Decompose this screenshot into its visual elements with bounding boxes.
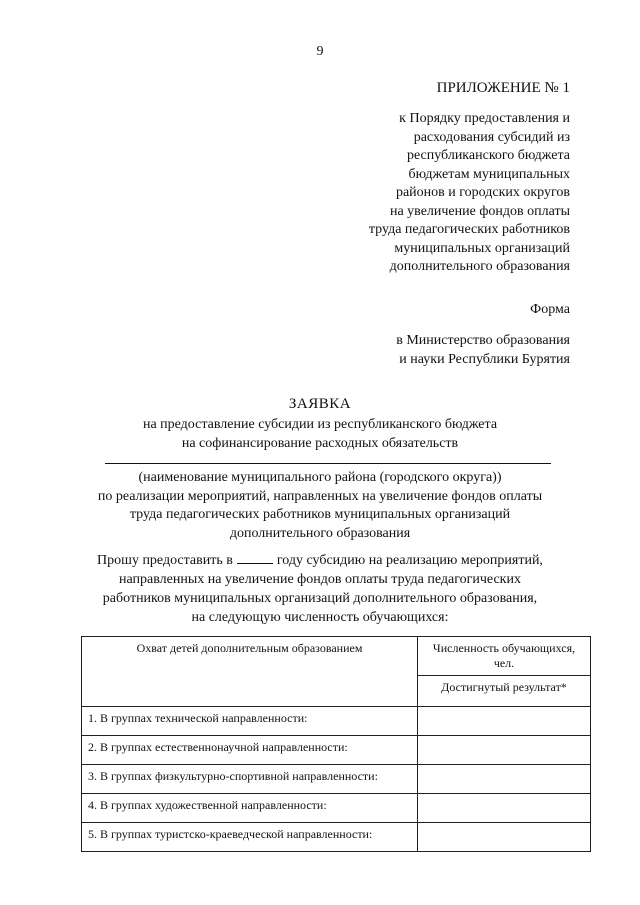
subtitle-line: на софинансирование расходных обязательств [181, 435, 459, 451]
request-text-before: Прошу предоставить в [97, 553, 233, 568]
order-line: бюджетам муниципальных [408, 166, 570, 182]
document-subtitle [0, 416, 640, 453]
request-line: направленных на увеличение фондов оплаты труда педагогических [119, 572, 521, 587]
enrollment-table [81, 636, 591, 852]
request-line: на следующую численность обучающихся: [191, 610, 449, 625]
year-blank[interactable] [237, 551, 273, 564]
addressee-line: и науки Республики Бурятия [399, 352, 570, 367]
row-value-cell[interactable] [418, 794, 591, 823]
table-subheader-result: Достигнутый результат* [418, 676, 591, 707]
row-label: 5. В группах туристско-краеведческой направленности: [82, 823, 418, 852]
order-line: дополнительного образования [389, 259, 570, 274]
order-line: к Порядку предоставления и [399, 111, 570, 126]
request-line: работников муниципальных организаций дополнительного образования, [102, 591, 538, 606]
subtitle-line: на предоставление субсидии из республиканского бюджета [142, 417, 498, 432]
form-label: Форма [530, 302, 570, 317]
purpose-line: труда педагогических работников муниципальных организаций [129, 507, 511, 522]
order-line: расходования субсидий из [413, 129, 570, 145]
table-row [82, 823, 591, 852]
row-value-cell[interactable] [418, 765, 591, 794]
addressee [396, 331, 570, 369]
request-line-1 [0, 551, 640, 570]
table-row [82, 794, 591, 823]
order-line: муниципальных организаций [394, 240, 570, 256]
order-line: республиканского бюджета [406, 148, 570, 163]
row-label: 3. В группах физкультурно-спортивной направленности: [82, 765, 418, 794]
order-line: районов и городских округов [395, 185, 570, 200]
order-line: на увеличение фондов оплаты [389, 203, 570, 219]
municipality-block [0, 469, 640, 543]
order-reference [310, 110, 570, 277]
request-text-after: году субсидию на реализацию мероприятий, [276, 553, 543, 568]
page-number: 9 [316, 44, 324, 59]
table-header-count: Численность обучающихся, чел. [418, 637, 591, 676]
table-row [82, 765, 591, 794]
purpose-line: по реализации мероприятий, направленных на увеличение фондов оплаты [97, 488, 543, 504]
row-value-cell[interactable] [418, 823, 591, 852]
table-row [82, 736, 591, 765]
purpose-line: дополнительного образования [229, 525, 411, 541]
row-label: 4. В группах художественной направленности: [82, 794, 418, 823]
row-label: 2. В группах естественнонаучной направленности: [82, 736, 418, 765]
row-value-cell[interactable] [418, 707, 591, 736]
order-line: труда педагогических работников [368, 222, 570, 237]
table-row [82, 707, 591, 736]
municipality-blank-line[interactable] [105, 463, 551, 464]
appendix-title: ПРИЛОЖЕНИЕ № 1 [436, 80, 570, 96]
addressee-line: в Министерство образования [396, 333, 570, 348]
table-header-coverage: Охват детей дополнительным образованием [82, 637, 418, 707]
request-paragraph [0, 551, 640, 627]
row-value-cell[interactable] [418, 736, 591, 765]
document-title: ЗАЯВКА [288, 396, 352, 412]
municipality-hint: (наименование муниципального района (городского округа)) [138, 470, 502, 485]
row-label: 1. В группах технической направленности: [82, 707, 418, 736]
